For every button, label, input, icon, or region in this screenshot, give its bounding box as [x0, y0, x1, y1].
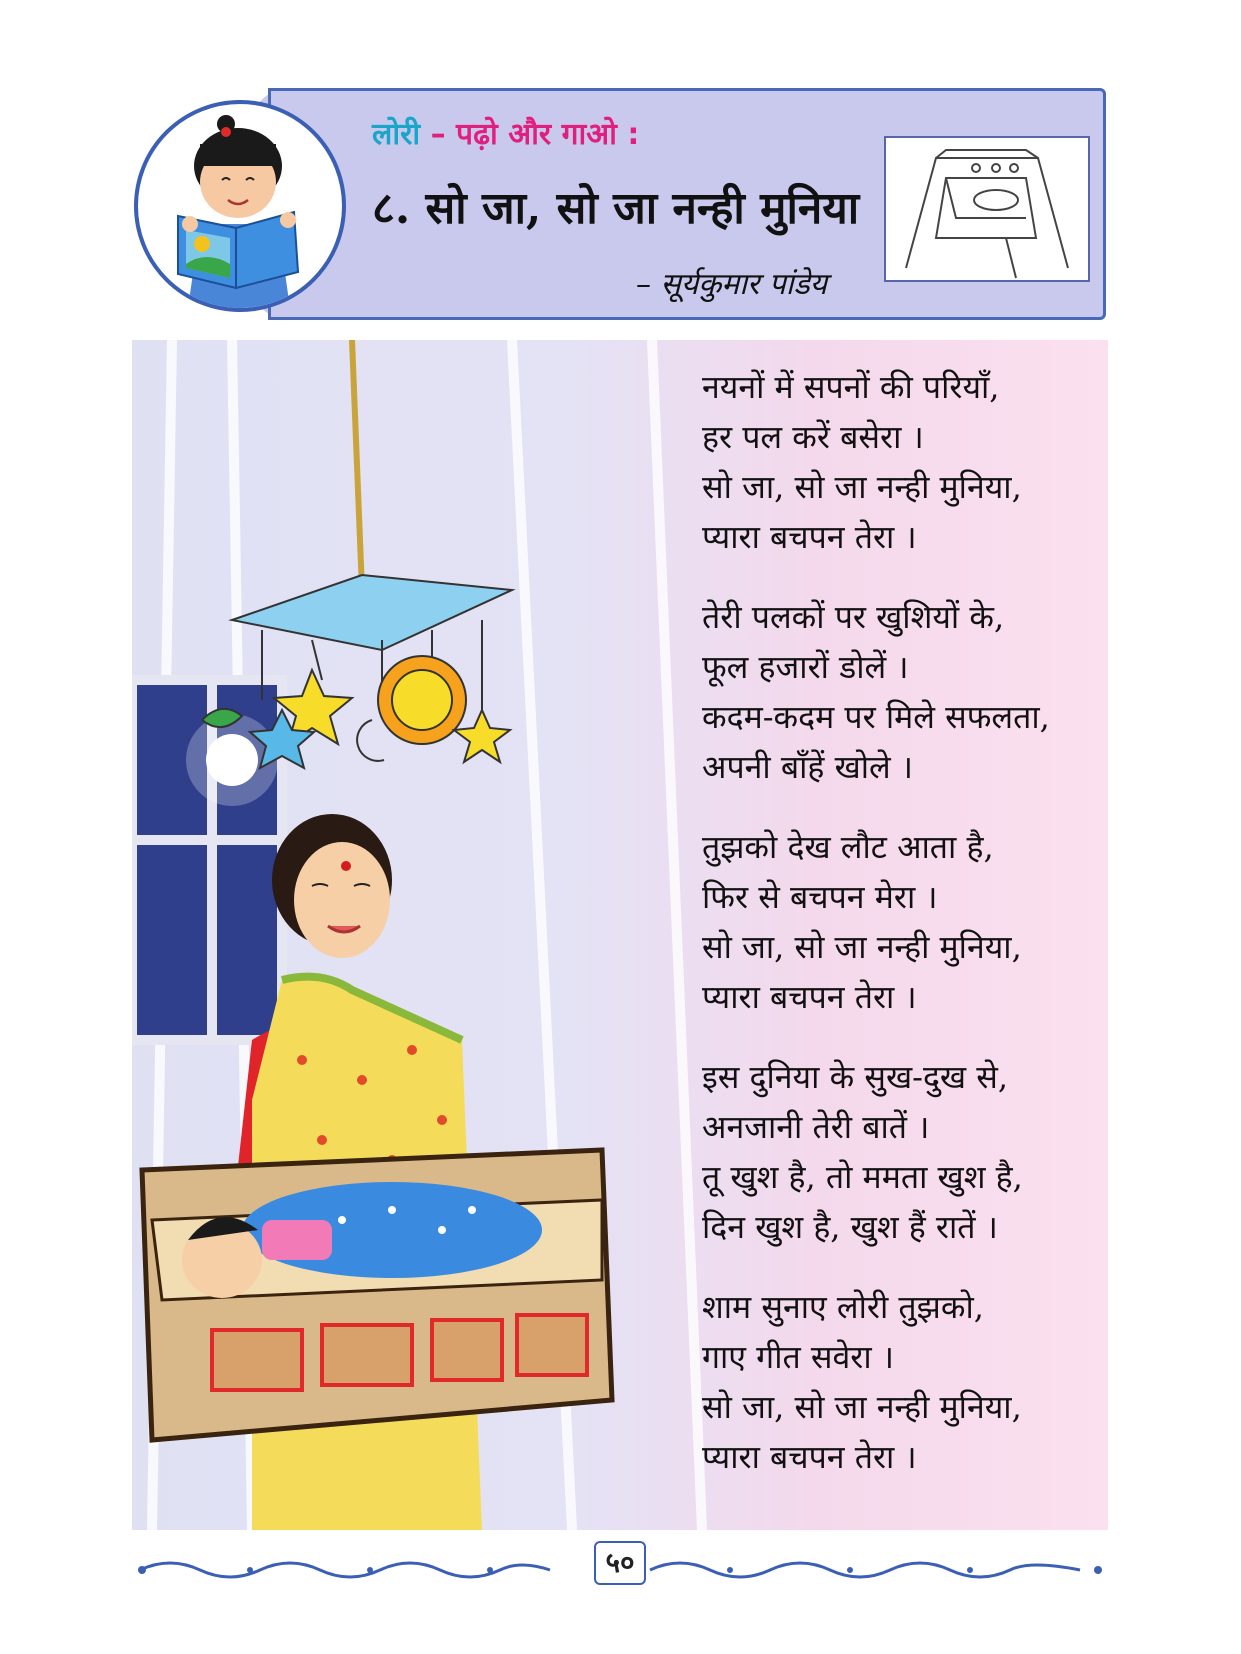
- poem-line: इस दुनिया के सुख-दुख से,: [702, 1058, 1009, 1096]
- section-kicker: [372, 112, 639, 153]
- author-name: – सूर्यकुमार पांडेय: [636, 267, 828, 302]
- poem-line: अपनी बाँहें खोले ।: [702, 748, 914, 786]
- kicker-instruction: – पढ़ो और गाओ :: [430, 117, 640, 152]
- poem-line: फूल हजारों डोलें ।: [702, 648, 909, 686]
- poem-line: सो जा, सो जा नन्ही मुनिया,: [702, 468, 1022, 506]
- poem-line: प्यारा बचपन तेरा ।: [702, 1438, 917, 1476]
- lesson-title: ८. सो जा, सो जा नन्ही मुनिया: [372, 183, 860, 234]
- poem-line: तुझको देख लौट आता है,: [702, 828, 994, 866]
- poem-line: शाम सुनाए लोरी तुझको,: [702, 1288, 984, 1326]
- poem-line: प्यारा बचपन तेरा ।: [702, 978, 917, 1016]
- poem-line: प्यारा बचपन तेरा ।: [702, 518, 917, 556]
- poem-line: दिन खुश है, खुश हैं रातें ।: [702, 1208, 998, 1246]
- poem-stanza: [702, 1282, 1102, 1482]
- poem-stanza: [702, 592, 1102, 792]
- poem-text: [702, 362, 1102, 1512]
- poem-line: सो जा, सो जा नन्ही मुनिया,: [702, 928, 1022, 966]
- poem-line: नयनों में सपनों की परियाँ,: [702, 368, 1000, 406]
- poem-stanza: [702, 822, 1102, 1022]
- poem-line: तेरी पलकों पर खुशियों के,: [702, 598, 1005, 636]
- poem-line: गाए गीत सवेरा ।: [702, 1338, 894, 1376]
- poem-line: फिर से बचपन मेरा ।: [702, 878, 938, 916]
- poem-line: हर पल करें बसेरा ।: [702, 418, 924, 456]
- page-number: ५०: [594, 1541, 646, 1585]
- poem-line: तू खुश है, तो ममता खुश है,: [702, 1158, 1023, 1196]
- kicker-lori: लोरी: [372, 117, 421, 152]
- poem-line: कदम-कदम पर मिले सफलता,: [702, 698, 1050, 736]
- poem-stanza: [702, 1052, 1102, 1252]
- cradle-sketch-image: [884, 136, 1090, 282]
- poem-line: अनजानी तेरी बातें ।: [702, 1108, 930, 1146]
- reading-child-avatar: [134, 100, 346, 312]
- poem-stanza: [702, 362, 1102, 562]
- mother-and-baby-illustration: [132, 340, 732, 1530]
- poem-line: सो जा, सो जा नन्ही मुनिया,: [702, 1388, 1022, 1426]
